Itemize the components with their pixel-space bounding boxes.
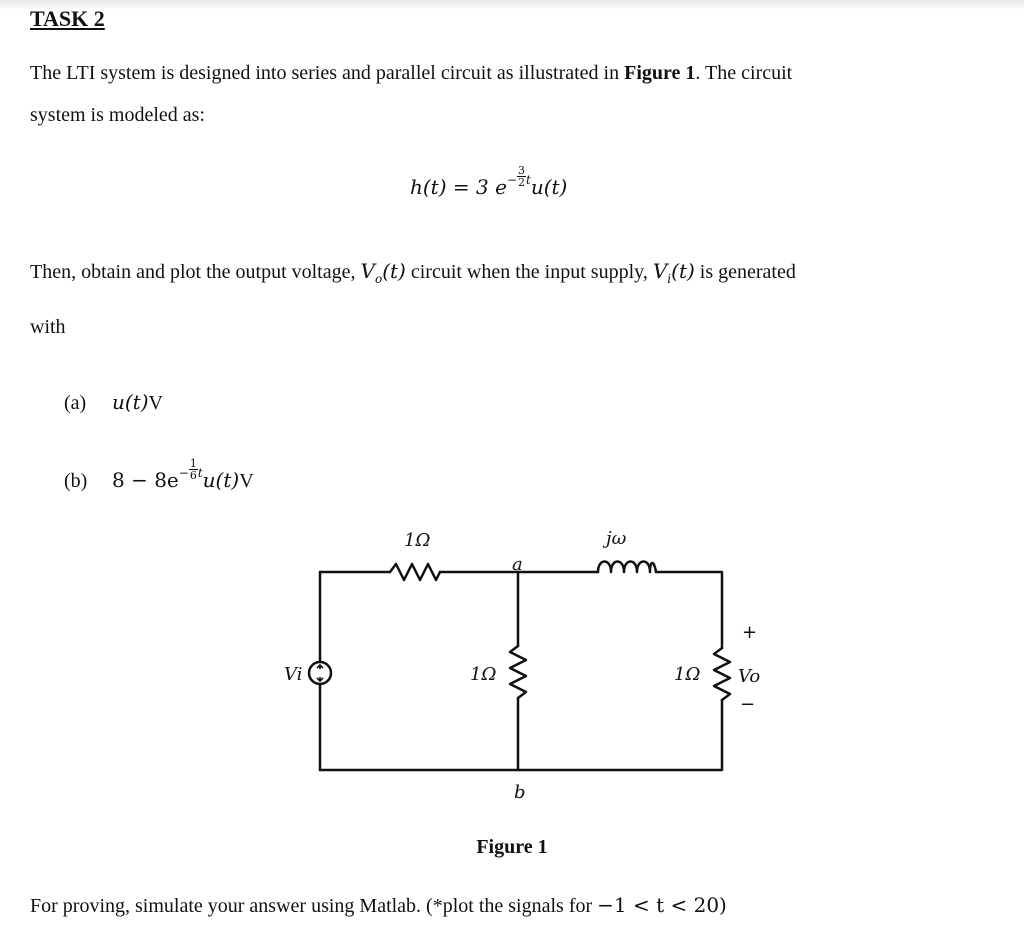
impulse-response-equation <box>410 165 567 200</box>
output-voltage-label: Vo <box>738 666 761 687</box>
series-resistor <box>390 564 440 580</box>
wire-right-bottom <box>320 700 722 770</box>
intro-paragraph <box>30 52 1000 136</box>
item-b-expression: u(t) <box>202 468 240 492</box>
item-b-exponent-fraction <box>189 458 198 481</box>
task-paragraph <box>30 250 1000 300</box>
source-label: Vi <box>284 664 303 685</box>
intro-text-line2: system is modeled as: <box>30 104 205 126</box>
inductor-coil <box>598 562 656 573</box>
equation-lhs: h(t) = 3 e <box>410 175 507 199</box>
list-item-a <box>64 390 163 415</box>
vo-argument: (t) <box>382 259 406 283</box>
source-arrow-down <box>317 677 323 681</box>
output-minus-sign: − <box>740 694 756 715</box>
list-item-b <box>64 458 254 493</box>
vi-symbol: V <box>652 259 668 283</box>
footer-range: −1 < t < 20) <box>597 893 727 917</box>
task-text-1: Then, obtain and plot the output voltage, <box>30 261 361 283</box>
node-a-label: a <box>512 554 523 575</box>
item-b-fraction-numerator: 1 <box>189 457 197 470</box>
item-b-unit: V <box>239 470 254 492</box>
task-text-2: circuit when the input supply, <box>405 261 653 283</box>
node-b-label: b <box>514 782 526 803</box>
output-plus-sign: + <box>742 622 758 643</box>
wire-top-right <box>656 572 722 648</box>
circuit-diagram <box>0 520 1024 810</box>
equation-exponent-fraction <box>517 165 526 188</box>
vo-subscript: o <box>374 272 383 286</box>
vo-symbol: V <box>360 259 375 283</box>
equation-exponent-var: t <box>525 173 531 187</box>
source-arrow-up <box>317 665 323 669</box>
item-b-exponent-var: t <box>197 466 203 480</box>
r3-label: 1Ω <box>674 664 701 685</box>
r1-label: 1Ω <box>404 530 431 551</box>
page-top-shadow <box>0 0 1024 10</box>
footer-text: For proving, simulate your answer using Matlab. (*plot the signals for <box>30 895 598 917</box>
shunt-resistor <box>510 646 526 698</box>
item-b-fraction-denominator: 6 <box>189 469 197 482</box>
footer-paragraph <box>30 884 1010 927</box>
item-a-expression: u(t) <box>112 390 149 414</box>
intro-text-1: The LTI system is designed into series and parallel circuit as illustrated in <box>30 62 625 84</box>
output-resistor <box>714 648 730 700</box>
vi-subscript: i <box>667 272 672 286</box>
intro-text-2: . The circuit <box>695 62 793 84</box>
vi-argument: (t) <box>671 259 695 283</box>
item-b-lead: 8 − 8e <box>112 468 179 492</box>
inductor-label: jω <box>606 528 627 549</box>
figure-caption: Figure 1 <box>476 836 548 858</box>
figure-reference: Figure 1 <box>624 62 696 84</box>
task-heading: TASK 2 <box>30 6 105 31</box>
task-text-3: is generated <box>694 261 796 283</box>
item-a-unit: V <box>148 392 163 414</box>
equation-rhs: u(t) <box>530 175 568 199</box>
item-b-tag: (b) <box>64 470 88 492</box>
task-text-with: with <box>30 316 66 338</box>
fraction-numerator: 3 <box>517 164 525 177</box>
fraction-denominator: 2 <box>517 176 525 189</box>
item-b-exponent-sign: − <box>178 466 189 480</box>
r2-label: 1Ω <box>470 664 497 685</box>
equation-exponent-sign: − <box>506 173 517 187</box>
item-a-tag: (a) <box>64 392 87 414</box>
